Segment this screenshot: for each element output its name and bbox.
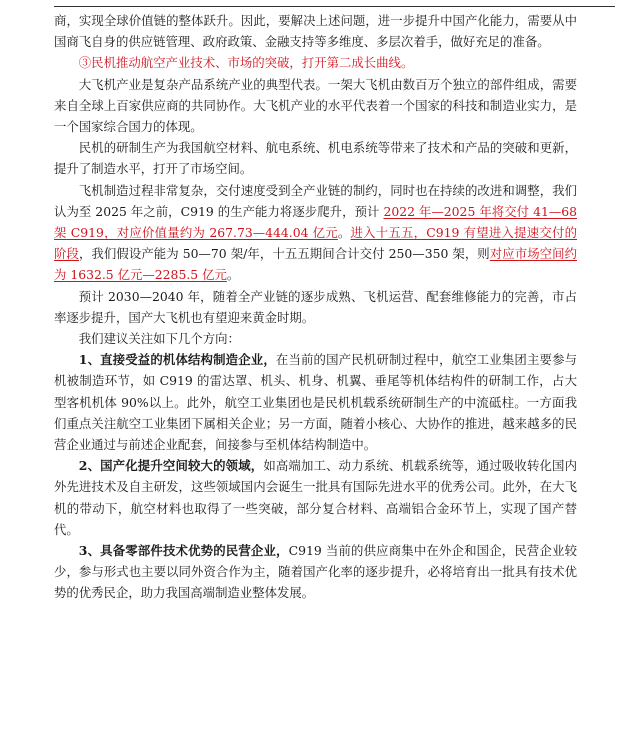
direction-1-body: 在当前的国产民机研制过程中，航空工业集团主要参与机被制造环节，如 C919 的雷达罩、机头、机身、机翼、垂尾等机体结构件的研制工作，占大型客机机体 90%以上。此外，航空工业集团也是民机机载系统研制生产的中流砥柱。一方面我们重点关注航空工业集团下属相关企业；另一方面，随着小核心、大协作的推进，越来越多的民营企业通过与前述企业配套，间接参与至机体结构制造中。 xyxy=(54,352,578,453)
document-body xyxy=(54,0,577,604)
section-heading-3: ③民机推动航空产业技术、市场的突破，打开第二成长曲线。 xyxy=(78,55,414,71)
direction-2-body: 如高端加工、动力系统、机载系统等，通过吸收转化国内外先进技术及自主研发，这些领域国内会诞生一批具有国际先进水平的优秀公司。此外，在大飞机的带动下，航空材料也取得了一些突破，部分复合材料、高端铝合金环节上，实现了国产替代。 xyxy=(54,458,577,537)
direction-3 xyxy=(54,540,577,604)
paragraph-forecast xyxy=(54,180,577,286)
forecast-text-g: 。 xyxy=(226,267,240,283)
forecast-text-e: ，我们假设产能为 50—70 架/年，十五五期间合计交付 250—350 架，则 xyxy=(78,246,490,262)
forecast-highlight-delivery: 2022 年—2025 年将交付 41—68 架 C919，对应价值量约为 267.73—444.04 亿元 xyxy=(54,203,577,241)
forecast-highlight-15th-plan: 进入十五五，C919 有望进入提速交付的阶段 xyxy=(54,225,577,262)
direction-2-title: 2、国产化提升空间较大的领域， xyxy=(78,458,264,474)
direction-1-title: 1、直接受益的机体结构制造企业， xyxy=(78,352,276,368)
paragraph-research: 民机的研制生产为我国航空材料、航电系统、机电系统等带来了技术和产品的突破和更新，提升了制造水平，打开了市场空间。 xyxy=(54,140,577,177)
direction-1 xyxy=(54,349,577,455)
paragraph-directions-intro: 我们建议关注如下几个方向： xyxy=(78,331,240,347)
direction-2 xyxy=(54,455,577,540)
paragraph-industry: 大飞机产业是复杂产品系统产业的典型代表。一架大飞机由数百万个独立的部件组成，需要来自全球上百家供应商的共同协作。大飞机产业的水平代表着一个国家的科技和制造业实力，是一个国家综合国力的体现。 xyxy=(54,76,577,135)
paragraph-intro: 商，实现全球价值链的整体跃升。因此，要解决上述问题，进一步提升中国产化能力，需要从中国商飞自身的供应链管理、政府政策、金融支持等多维度、多层次着手，做好充足的准备。 xyxy=(54,13,577,50)
forecast-highlight-market: 对应市场空间约为 1632.5 亿元—2285.5 亿元 xyxy=(54,246,578,283)
direction-3-title: 3、具备零部件技术优势的民营企业， xyxy=(78,543,289,559)
forecast-text-c: 。 xyxy=(337,225,351,241)
forecast-text-a: 飞机制造过程非常复杂，交付速度受到全产业链的制约，同时也在持续的改进和调整，我们认为至 2025 年之前，C919 的生产能力将逐步爬升，预计 xyxy=(54,182,577,219)
paragraph-outlook: 预计 2030—2040 年，随着全产业链的逐步成熟、飞机运营、配套维修能力的完善，市占率逐步提升，国产大飞机也有望迎来黄金时期。 xyxy=(54,288,577,325)
header-rule xyxy=(54,6,615,7)
direction-3-body: C919 当前的供应商集中在外企和国企，民营企业较少，参与形式也主要以同外资合作为主，随着国产化率的逐步提升，必将培育出一批具有技术优势的优秀民企，助力我国高端制造业整体发展。 xyxy=(54,543,578,601)
